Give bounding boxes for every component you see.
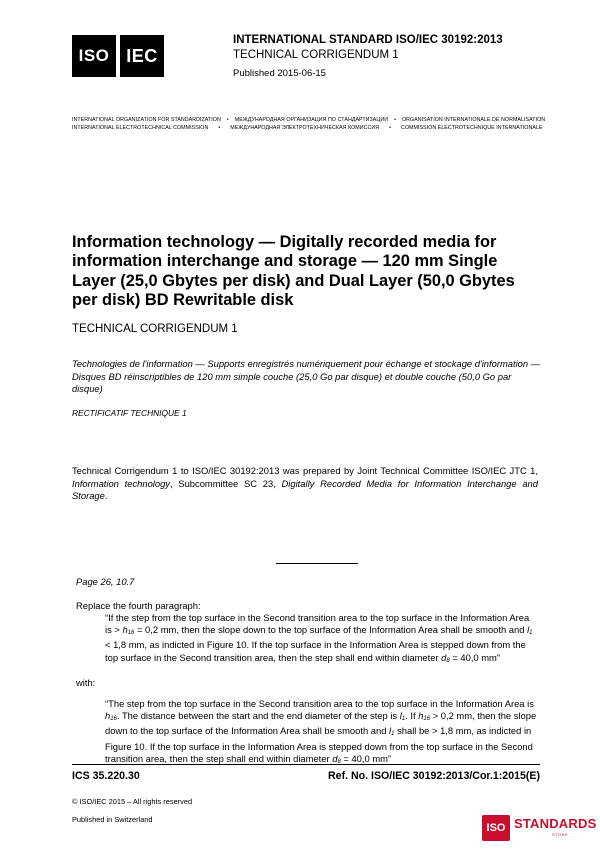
symbol-sub: 1 [529, 630, 533, 637]
document-title: Information technology — Digitally recorded media for information interchange and storage — 120 mm Single Layer (25,0 Gbytes per disk) and Dual Layer (50,0 Gbytes per disk) BD Rewritable disk [72, 233, 515, 310]
symbol-letter: l [527, 624, 530, 636]
intro-text: , Subcommittee SC 23, [169, 477, 282, 489]
symbol-letter: l [399, 710, 402, 722]
quote-text: = 40,0 mm” [449, 651, 500, 663]
published-in: Published in Switzerland [72, 815, 153, 824]
symbol-sub: 16 [423, 716, 431, 723]
corrigendum-label: TECHNICAL CORRIGENDUM 1 [233, 49, 399, 61]
org-iec-fr: COMMISSION ÉLECTROTECHNIQUE INTERNATIONALE [400, 125, 543, 131]
quote-text: shall be > 1,8 mm, as indicted in Figure 10. If the top surface in the Information Area is stepped down from the top surface in the Second transition area, then the step shall end within diameter [105, 725, 533, 764]
french-subtitle: RECTIFICATIF TECHNIQUE 1 [72, 408, 187, 418]
symbol-sub: 1 [391, 731, 395, 738]
footer-divider [72, 764, 540, 765]
symbol-letter: d [441, 651, 447, 663]
replacement-paragraph [105, 698, 538, 768]
iso-logo-text: ISO [78, 46, 110, 65]
ics-code: ICS 35.220.30 [72, 770, 140, 782]
symbol-sub: 8 [337, 758, 341, 765]
french-title: Technologies de l'information — Supports enregistrés numériquement pour échange et stockage d'information — Disques BD réinscriptibles de 120 mm simple couche (25,0 Go par disque) et double couche (50,0 Go par disque) [72, 358, 541, 394]
quote-text: = 40,0 mm” [340, 752, 392, 764]
standard-number: INTERNATIONAL STANDARD ISO/IEC 30192:2013 [233, 34, 503, 46]
symbol-letter: h [122, 624, 128, 636]
separator: • [394, 117, 396, 123]
quote-text: < 1,8 mm, as indicted in Figure 10. If the top surface in the Information Area is stepped down from the top surface in the Second transition area, then the step shall end within diameter [105, 639, 526, 663]
org-iso-ru: МЕЖДУНАРОДНАЯ ОРГАНИЗАЦИЯ ПО СТАНДАРТИЗАЦИИ [234, 117, 389, 123]
with-instruction: with: [76, 677, 96, 688]
quote-text: . If [405, 710, 419, 722]
symbol-sub: 16 [110, 716, 117, 723]
symbol-h16 [418, 710, 430, 721]
quote-text: “The step from the top surface in the Second transition area to the top surface in the Information Area is [105, 698, 534, 709]
symbol-letter: h [418, 710, 424, 722]
symbol-sub: 1 [401, 716, 406, 723]
store-small-text: STORE [552, 832, 569, 837]
symbol-d8 [441, 652, 450, 663]
reference-number: Ref. No. ISO/IEC 30192:2013/Cor.1:2015(E) [328, 770, 540, 782]
published-date: Published 2015-06-15 [233, 68, 326, 79]
iso-logo [72, 35, 116, 77]
intro-text: . [104, 490, 108, 501]
separator: • [389, 125, 391, 131]
organizations-line-1 [72, 117, 545, 123]
replace-instruction: Replace the fourth paragraph: [76, 600, 201, 611]
iso-standards-store-badge[interactable] [482, 815, 597, 843]
symbol-d8 [332, 753, 341, 764]
intro-italic: Information technology [72, 477, 170, 489]
quote-text: > 0,2 mm, then the slope down to the top surface of the Information Area shall be smooth and [105, 710, 537, 737]
symbol-sub: 8 [446, 657, 450, 664]
org-iec-en: INTERNATIONAL ELECTROTECHNICAL COMMISSION [72, 125, 209, 131]
store-text: STANDARDS [514, 816, 597, 831]
document-subtitle: TECHNICAL CORRIGENDUM 1 [72, 323, 238, 335]
symbol-letter: d [332, 752, 338, 764]
divider [276, 563, 358, 564]
intro-text: Technical Corrigendum 1 to ISO/IEC 30192:2013 was prepared by Joint Technical Committee ISO/IEC JTC 1, [72, 465, 538, 476]
store-iso-logo: ISO [482, 815, 510, 841]
org-iso-fr: ORGANISATION INTERNATIONALE DE NORMALISATION [401, 117, 546, 123]
separator: • [218, 125, 221, 131]
org-iec-ru: МЕЖДУНАРОДНАЯ ЭЛЕКТРОТЕХНИЧЕСКАЯ КОМИССИЯ [230, 125, 380, 131]
original-paragraph [105, 612, 538, 667]
iec-logo [120, 35, 164, 77]
symbol-l1 [527, 624, 532, 635]
copyright: © ISO/IEC 2015 – All rights reserved [72, 797, 193, 806]
quote-text: . The distance between the start and the end diameter of the step is [116, 710, 400, 722]
symbol-sub: 16 [127, 630, 135, 637]
quote-text: “If the step from the top surface in the Second transition area to the top surface in the Information Area is > [105, 612, 530, 636]
symbol-letter: l [389, 725, 392, 737]
intro-italic: Digitally Recorded Media for Information Interchange and Storage [72, 477, 538, 501]
org-iso-en: INTERNATIONAL ORGANIZATION FOR STANDARDIZATION [72, 117, 221, 123]
separator: • [226, 117, 229, 123]
page-reference: Page 26, 10.7 [76, 576, 135, 587]
intro-paragraph [72, 465, 538, 503]
symbol-letter: h [105, 710, 111, 722]
organizations-line-2 [72, 125, 542, 131]
iec-logo-text: IEC [126, 45, 158, 66]
quote-text: = 0,2 mm, then the slope down to the top surface of the Information Area shall be smooth and [134, 624, 528, 636]
symbol-h16 [122, 624, 134, 635]
symbol-h16 [105, 710, 117, 721]
